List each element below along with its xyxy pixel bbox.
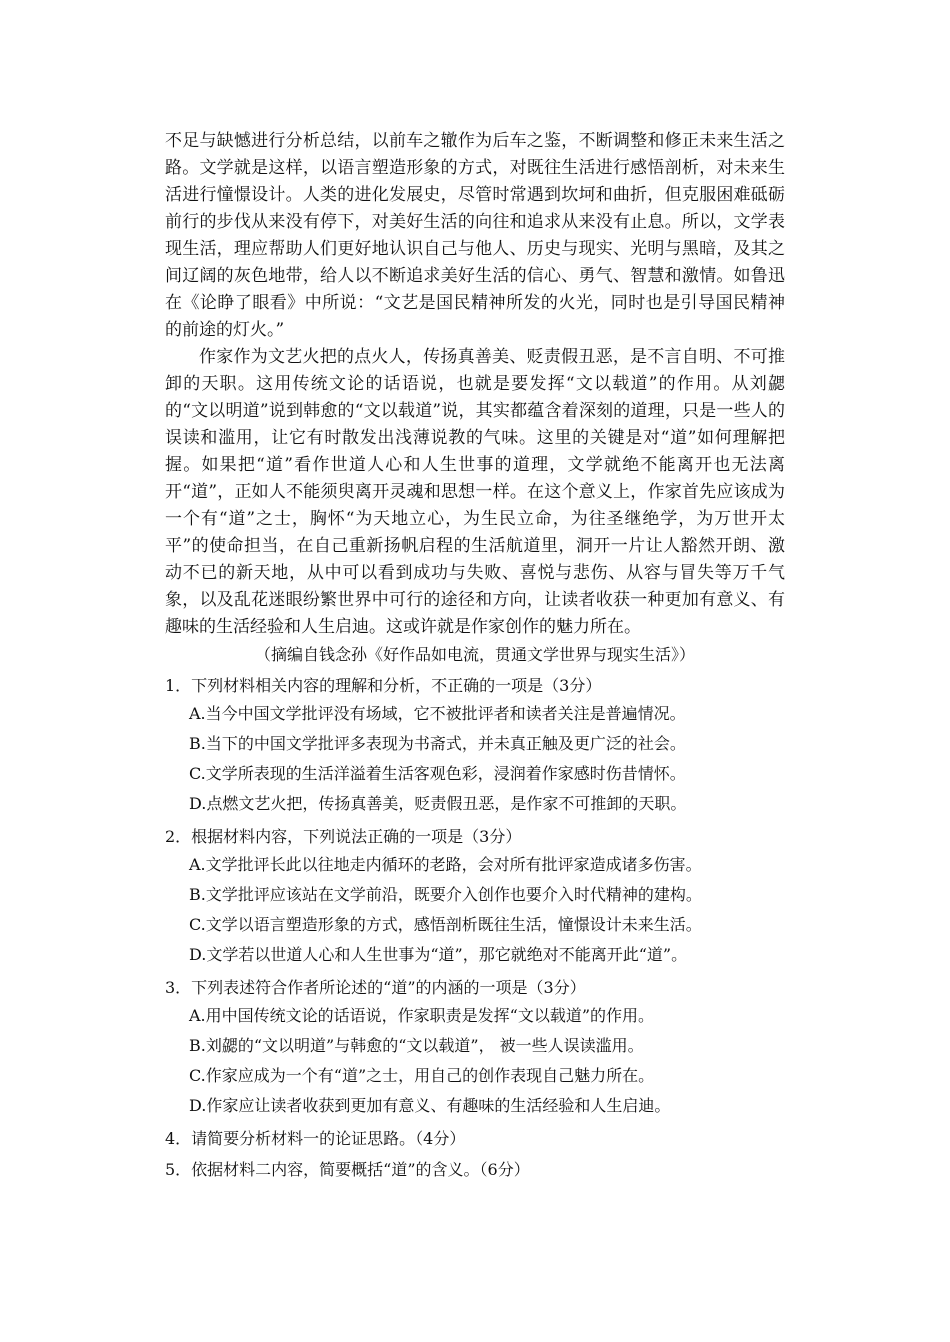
option-c: C.文学所表现的生活洋溢着生活客观色彩，浸润着作家感时伤昔情怀。 [189,764,686,783]
option-a: A.文学批评长此以往地走内循环的老路，会对所有批评家造成诸多伤害。 [189,855,702,874]
option-a: A.用中国传统文论的话语说，作家职责是发挥“文以载道”的作用。 [189,1006,655,1025]
option-b: B.当下的中国文学批评多表现为书斋式，并未真正触及更广泛的社会。 [189,734,686,753]
question-stem: 3．下列表述符合作者所论述的“道”的内涵的一项是（3分） [165,978,586,997]
question-1 [165,672,785,819]
option-d: D.作家应让读者收获到更加有意义、有趣味的生活经验和人生启迪。 [189,1096,671,1115]
passage-source: （摘编自钱念孙《好作品如电流，贯通文学世界与现实生活》） [255,645,696,664]
option-d: D.文学若以世道人心和人生世事为“道”，那它就绝对不能离开此“道”。 [189,945,688,964]
question-stem: 5．依据材料二内容，简要概括“道”的含义。（6分） [165,1160,530,1179]
question-3 [165,974,785,1121]
question-4 [165,1125,785,1152]
question-stem: 4．请简要分析材料一的论证思路。（4分） [165,1129,466,1148]
question-2 [165,823,785,970]
question-5 [165,1156,785,1183]
option-b: B.文学批评应该站在文学前沿，既要介入创作也要介入时代精神的建构。 [189,885,702,904]
option-d: D.点燃文艺火把，传扬真善美，贬责假丑恶，是作家不可推卸的天职。 [189,794,687,813]
option-c: C.文学以语言塑造形象的方式，感悟剖析既往生活，憧憬设计未来生活。 [189,915,702,934]
passage-paragraph-2: 作家作为文艺火把的点火人，传扬真善美、贬责假丑恶，是不言自明、不可推卸的天职。这用传统文论的话语说，也就是要发挥“文以载道”的作用。从刘勰的“文以明道”说到韩愈的“文以载道”说，其实都蕴含着深刻的道理，只是一些人的误读和滥用，让它有时散发出浅薄说教的气味。这里的关键是对“道”如何理解把握。如果把“道”看作世道人心和人生世事的道理，文学就绝不能离开也无法离开“道”，正如人不能须臾离开灵魂和思想一样。在这个意义上，作家首先应该成为一个有“道”之士，胸怀“为天地立心，为生民立命，为往圣继绝学，为万世开太平”的使命担当，在自己重新扬帆启程的生活航道里，洞开一片让人豁然开朗、激动不已的新天地，从中可以看到成功与失败、喜悦与悲伤、从容与冒失等万千气象，以及乱花迷眼纷繁世界中可行的途径和方向，让读者收获一种更加有意义、有趣味的生活经验和人生启迪。这或许就是作家创作的魅力所在。 [165,347,785,637]
question-stem: 1．下列材料相关内容的理解和分析，不正确的一项是（3分） [165,676,602,695]
passage-paragraph-1: 不足与缺憾进行分析总结，以前车之辙作为后车之鉴，不断调整和修正未来生活之路。文学就是这样，以语言塑造形象的方式，对既往生活进行感悟剖析，对未来生活进行憧憬设计。人类的进化发展史，尽管时常遇到坎坷和曲折，但克服困难砥砺前行的步伐从来没有停下，对美好生活的向往和追求从来没有止息。所以，文学表现生活，理应帮助人们更好地认识自己与他人、历史与现实、光明与黑暗，及其之间辽阔的灰色地带，给人以不断追求美好生活的信心、勇气、智慧和激情。如鲁迅在《论睁了眼看》中所说：“文艺是国民精神所发的火光，同时也是引导国民精神的前途的灯火。” [165,131,785,340]
option-a: A.当今中国文学批评没有场域，它不被批评者和读者关注是普遍情况。 [189,704,686,723]
exam-page [165,128,785,1183]
question-stem: 2．根据材料内容，下列说法正确的一项是（3分） [165,827,522,846]
option-b: B.刘勰的“文以明道”与韩愈的“文以载道”， 被一些人误读滥用。 [189,1036,644,1055]
option-c: C.作家应成为一个有“道”之士，用自己的创作表现自己魅力所在。 [189,1066,655,1085]
